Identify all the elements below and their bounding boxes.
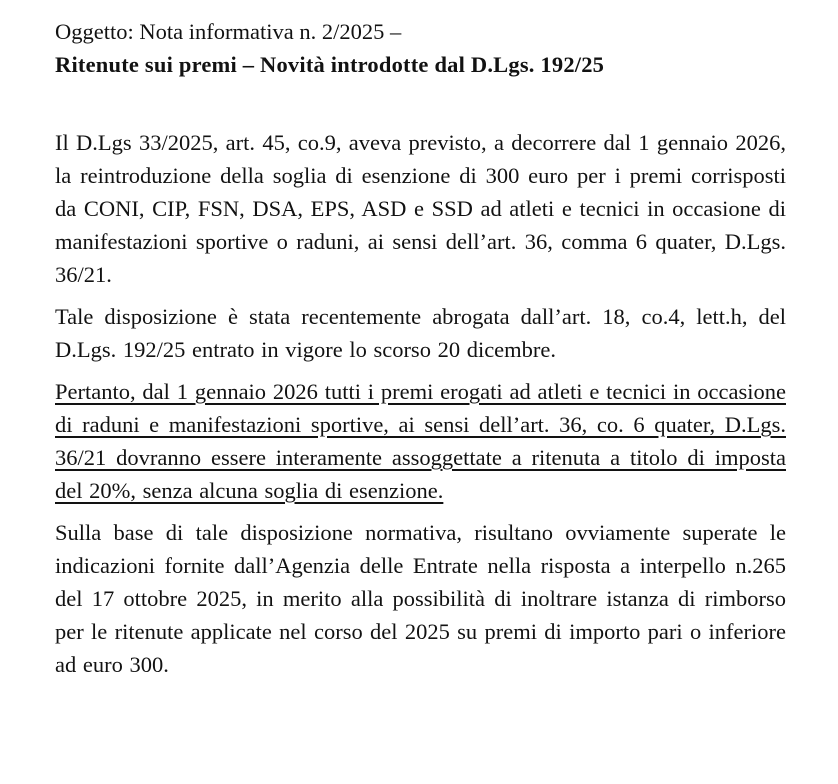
- paragraph-abrogation: Tale disposizione è stata recentemente abrogata dall’art. 18, co.4, lett.h, del D.Lgs. 192/25 entrato in vigore lo scorso 20 dicembre.: [55, 304, 786, 362]
- document-title: Ritenute sui premi – Novità introdotte dal D.Lgs. 192/25: [55, 52, 605, 77]
- subject-line: Oggetto: Nota informativa n. 2/2025 –: [55, 19, 402, 44]
- paragraph-intro-previous-provision: Il D.Lgs 33/2025, art. 45, co.9, aveva previsto, a decorrere dal 1 gennaio 2026, la reintroduzione della soglia di esenzione di 300 euro per i premi corrisposti da CONI, CIP, FSN, DSA, EPS, ASD e SSD ad atleti e tecnici in occasione di manifestazioni sportive o raduni, ai sensi dell’art. 36, comma 6 quater, D.Lgs. 36/21.: [55, 130, 786, 287]
- paragraph-key-provision-underlined: Pertanto, dal 1 gennaio 2026 tutti i premi erogati ad atleti e tecnici in occasione di raduni e manifestazioni sportive, ai sensi dell’art. 36, co. 6 quater, D.Lgs. 36/21 dovranno essere interamente assoggettate a ritenuta a titolo di imposta del 20%, senza alcuna soglia di esenzione.: [55, 379, 786, 503]
- document-header: [55, 15, 786, 81]
- document-body: [55, 126, 786, 681]
- paragraph-conclusion: Sulla base di tale disposizione normativa, risultano ovviamente superate le indicazioni fornite dall’Agenzia delle Entrate nella risposta a interpello n.265 del 17 ottobre 2025, in merito alla possibilità di inoltrare istanza di rimborso per le ritenute applicate nel corso del 2025 su premi di importo pari o inferiore ad euro 300.: [55, 520, 786, 677]
